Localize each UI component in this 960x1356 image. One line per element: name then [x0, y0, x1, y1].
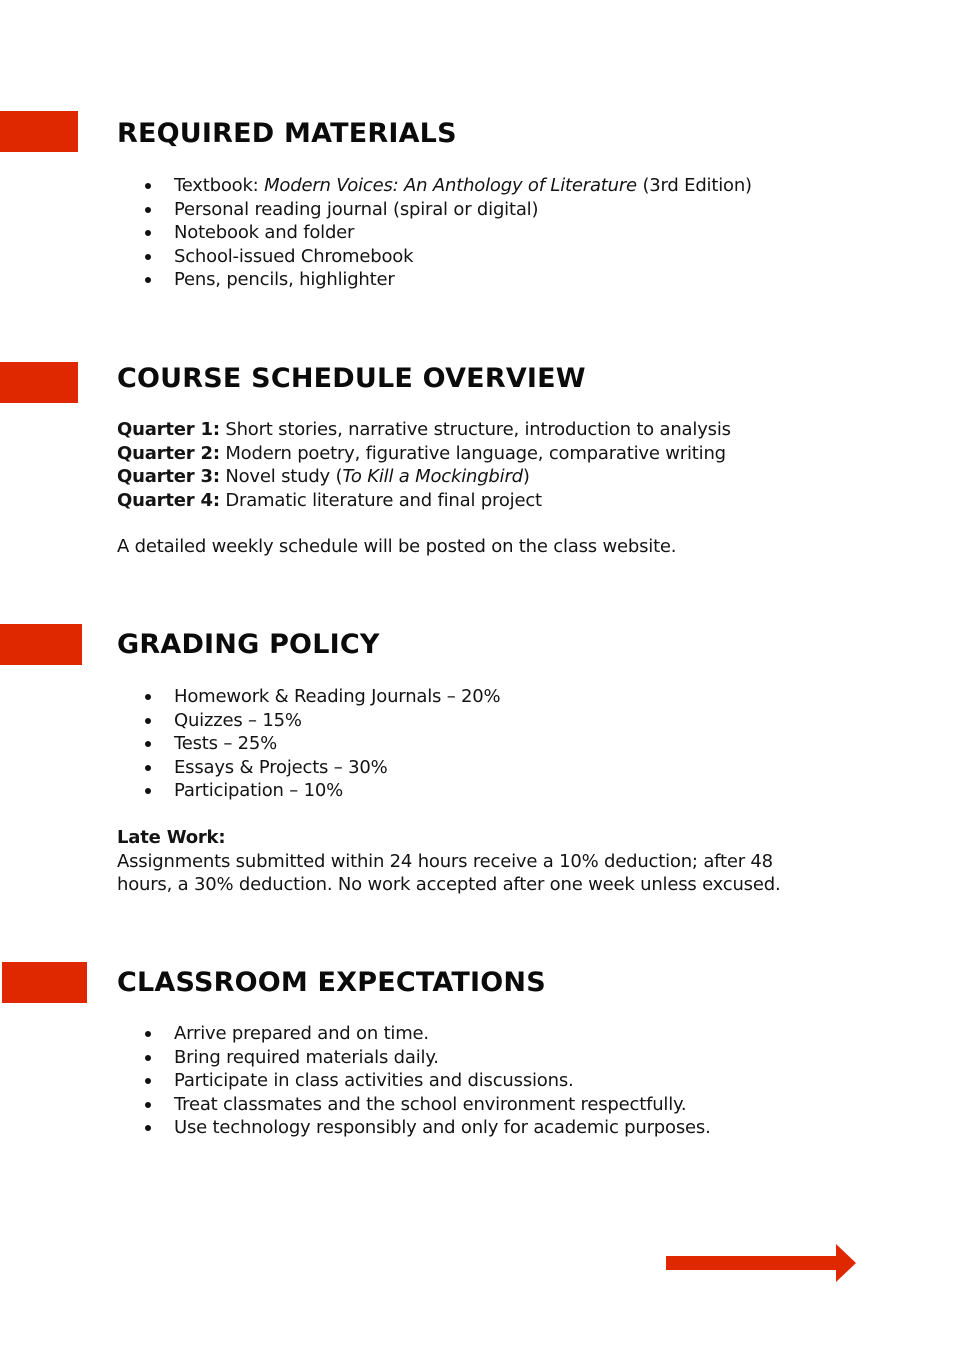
bullet-icon [145, 1102, 151, 1108]
list-item: Tests – 25% [145, 732, 500, 756]
list-item: Personal reading journal (spiral or digital) [145, 198, 752, 222]
list-item: Textbook: Modern Voices: An Anthology of Literature (3rd Edition) [145, 174, 752, 198]
section-accent-bar [2, 962, 87, 1003]
list-item: Participation – 10% [145, 779, 500, 803]
materials-list [145, 174, 752, 292]
list-item: Use technology responsibly and only for academic purposes. [145, 1116, 711, 1140]
schedule-note: A detailed weekly schedule will be posted on the class website. [117, 536, 677, 557]
section-accent-bar [0, 624, 82, 665]
late-work [117, 826, 780, 897]
list-item: Arrive prepared and on time. [145, 1022, 711, 1046]
bullet-icon [145, 1031, 151, 1037]
section-title-materials: REQUIRED MATERIALS [117, 118, 457, 149]
bullet-icon [145, 207, 151, 213]
grading-list [145, 685, 500, 803]
bullet-icon [145, 741, 151, 747]
list-item: Pens, pencils, highlighter [145, 268, 752, 292]
quarter-line: Quarter 4: Dramatic literature and final project [117, 489, 542, 511]
list-item: Treat classmates and the school environment respectfully. [145, 1093, 711, 1117]
bullet-icon [145, 1125, 151, 1131]
section-accent-bar [0, 111, 78, 152]
quarter-schedule [117, 418, 731, 512]
bullet-icon [145, 1078, 151, 1084]
quarter-line: Quarter 1: Short stories, narrative structure, introduction to analysis [117, 419, 731, 440]
section-title-expectations: CLASSROOM EXPECTATIONS [117, 967, 546, 998]
list-item: Homework & Reading Journals – 20% [145, 685, 500, 709]
bullet-icon [145, 183, 151, 189]
textbook-title: Modern Voices: An Anthology of Literature [264, 175, 637, 196]
bullet-icon [145, 788, 151, 794]
section-accent-bar [0, 362, 78, 403]
bullet-icon [145, 254, 151, 260]
section-title-grading: GRADING POLICY [117, 629, 380, 660]
list-item: Notebook and folder [145, 221, 752, 245]
bullet-icon [145, 277, 151, 283]
bullet-icon [145, 1055, 151, 1061]
quarter-line: Quarter 3: Novel study (To Kill a Mockingbird) [117, 466, 530, 488]
late-work-line: hours, a 30% deduction. No work accepted after one week unless excused. [117, 874, 781, 896]
quarter-line: Quarter 2: Modern poetry, figurative language, comparative writing [117, 442, 726, 464]
list-item: Quizzes – 15% [145, 709, 500, 733]
bullet-icon [145, 694, 151, 700]
list-item: School-issued Chromebook [145, 245, 752, 269]
late-work-line: Assignments submitted within 24 hours receive a 10% deduction; after 48 [117, 850, 773, 872]
bullet-icon [145, 230, 151, 236]
expectations-list [145, 1022, 711, 1140]
bullet-icon [145, 765, 151, 771]
arrow-right-icon [666, 1244, 858, 1282]
late-work-label: Late Work: [117, 827, 226, 848]
bullet-icon [145, 718, 151, 724]
list-item: Bring required materials daily. [145, 1046, 711, 1070]
list-item: Participate in class activities and discussions. [145, 1069, 711, 1093]
list-item: Essays & Projects – 30% [145, 756, 500, 780]
section-title-schedule: COURSE SCHEDULE OVERVIEW [117, 363, 586, 394]
